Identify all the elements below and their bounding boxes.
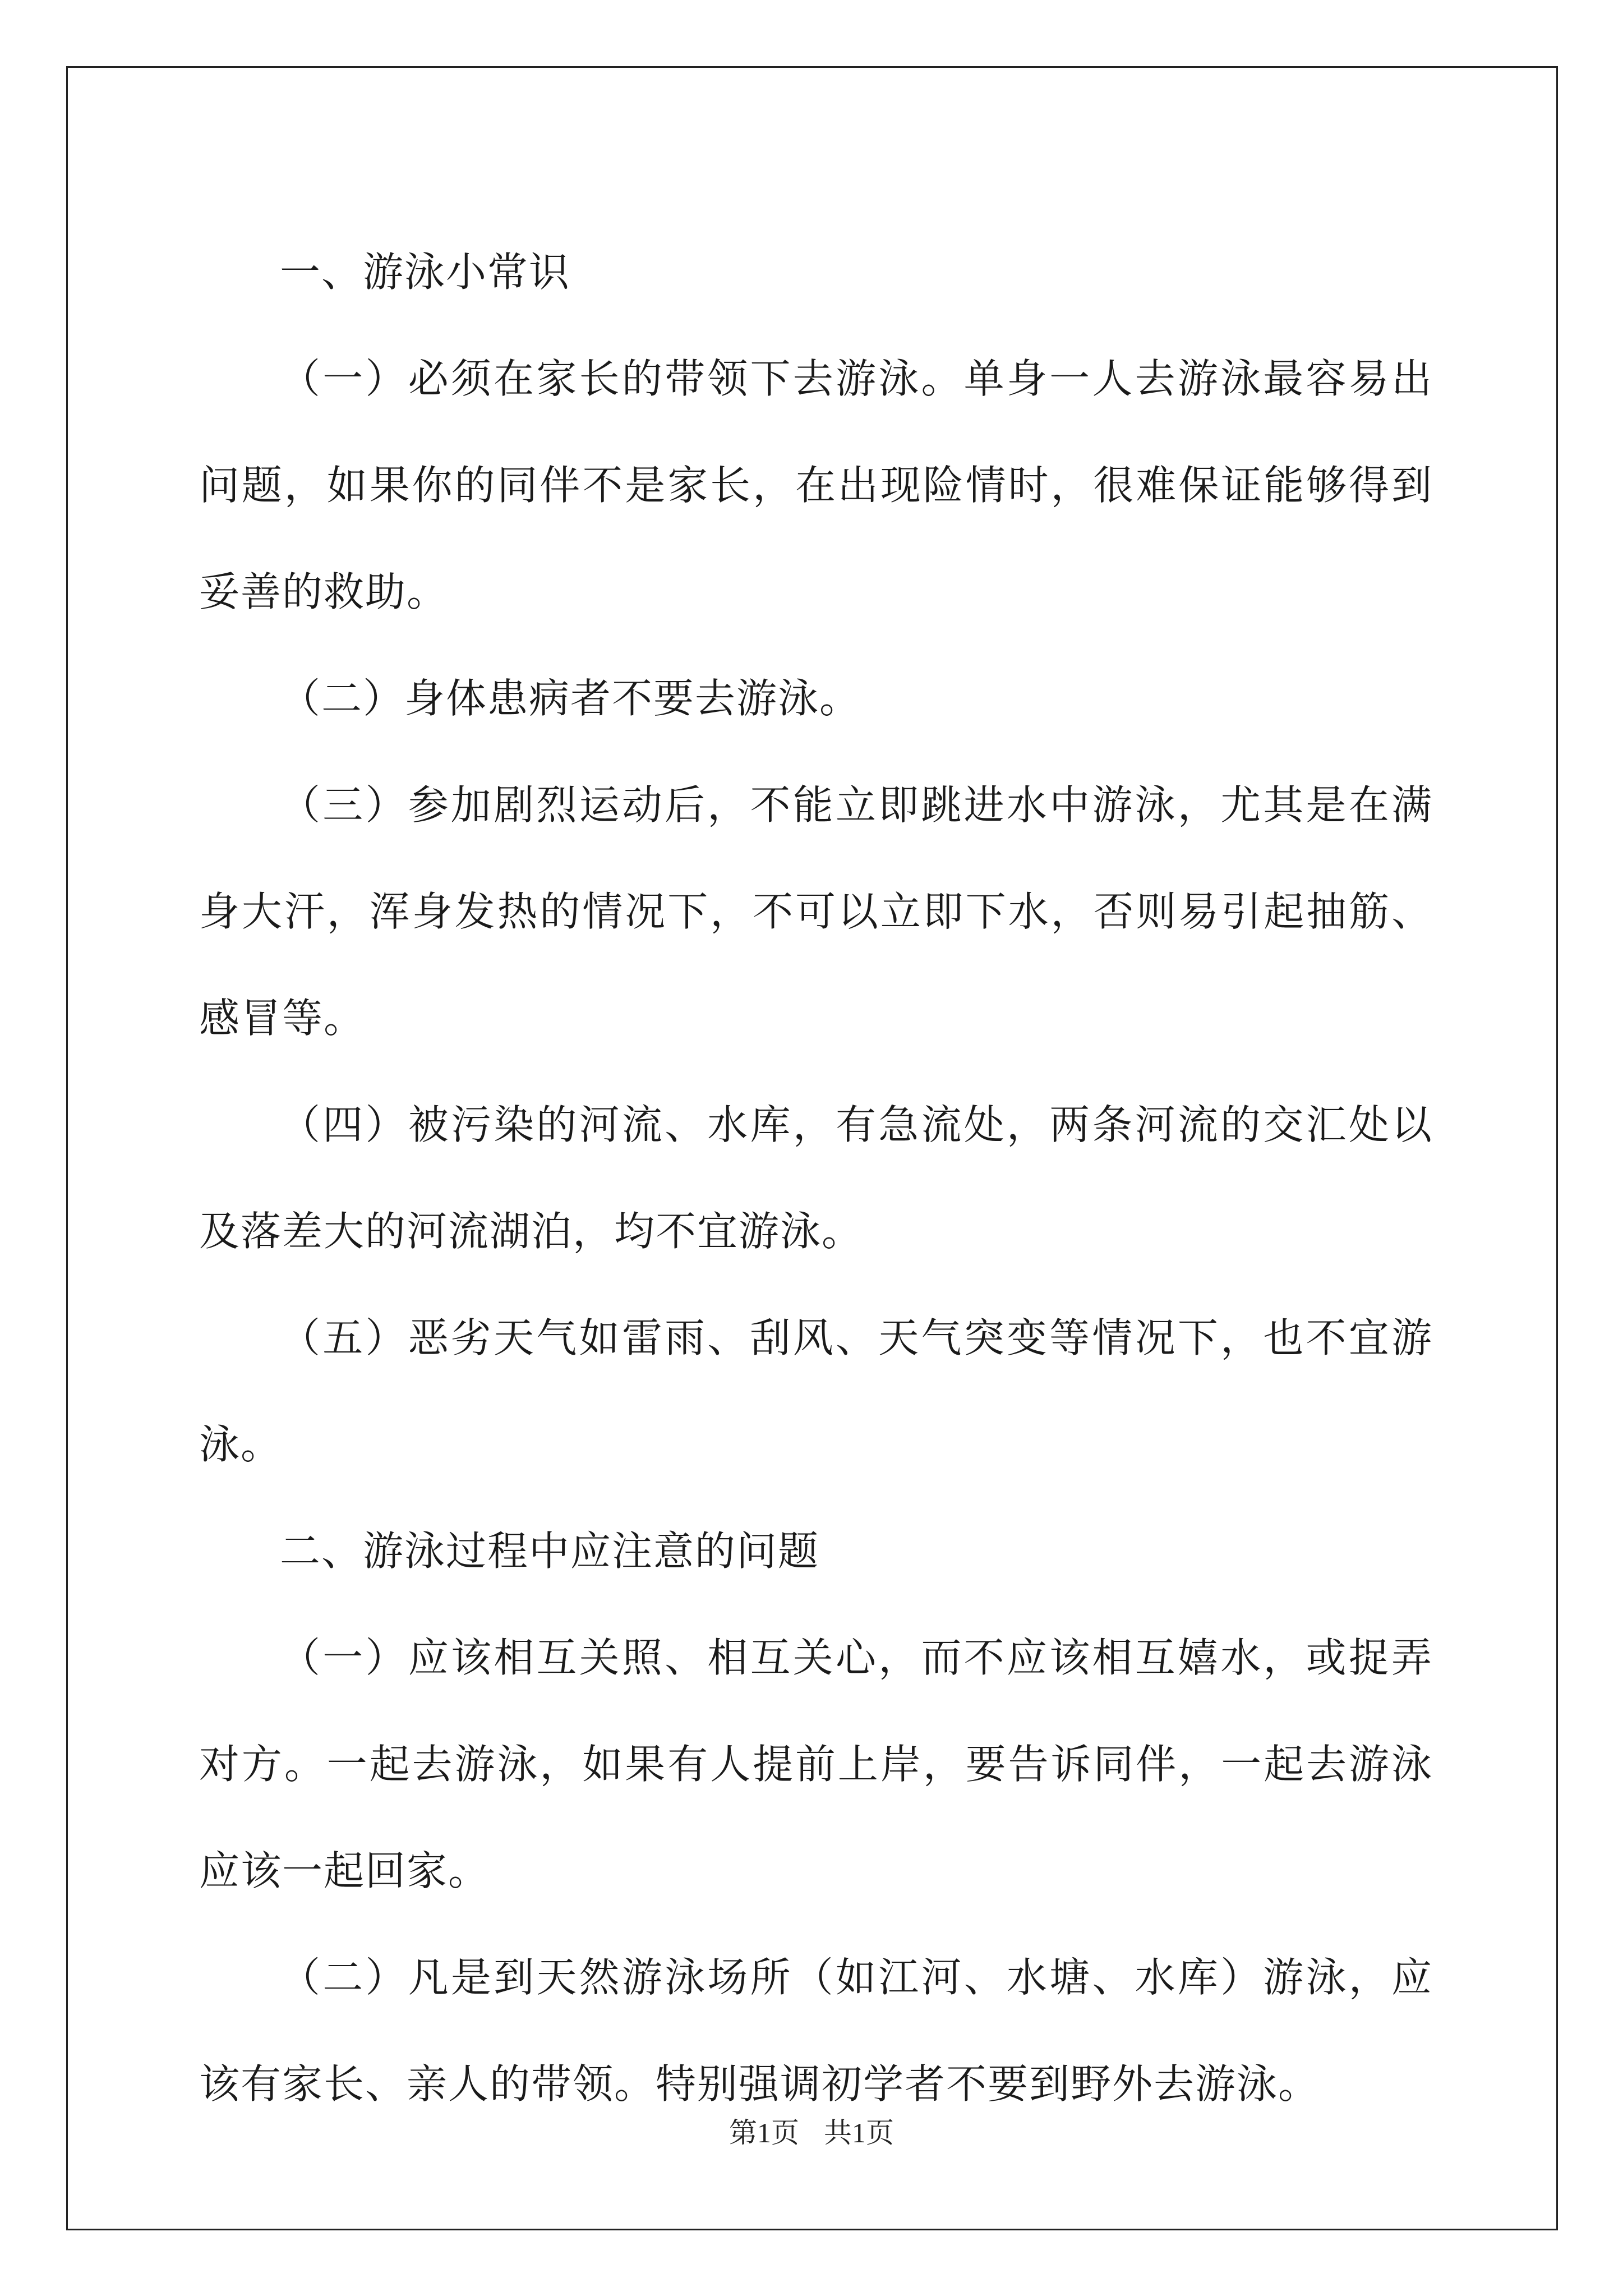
section-heading-1: 一、游泳小常识 (280, 249, 571, 296)
paragraph: （一）应该相互关照、相互关心，而不应该相互嬉水，或捉弄对方。一起去游泳，如果有人提前上岸，要告诉同伴，一起去游泳应该一起回家。 (199, 1634, 1433, 1894)
paragraph: （一）必须在家长的带领下去游泳。单身一人去游泳最容易出问题，如果你的同伴不是家长，在出现险情时，很难保证能够得到妥善的救助。 (199, 355, 1433, 615)
paragraph: （二）身体患病者不要去游泳。 (280, 675, 861, 722)
paragraph: （四）被污染的河流、水库，有急流处，两条河流的交汇处以及落差大的河流湖泊，均不宜游泳。 (199, 1101, 1433, 1255)
page-number-current: 第1页 (729, 2117, 799, 2148)
paragraph: （五）恶劣天气如雷雨、刮风、天气突变等情况下，也不宜游泳。 (199, 1314, 1433, 1468)
page-footer (0, 2116, 1623, 2150)
section-heading-2: 二、游泳过程中应注意的问题 (280, 1527, 820, 1575)
paragraph: （二）凡是到天然游泳场所（如江河、水塘、水库）游泳，应该有家长、亲人的带领。特别强调初学者不要到野外去游泳。 (199, 1954, 1433, 2108)
document-body (199, 219, 1433, 2137)
page-number-total: 共1页 (824, 2117, 894, 2148)
paragraph: （三）参加剧烈运动后，不能立即跳进水中游泳，尤其是在满身大汗，浑身发热的情况下，不可以立即下水，否则易引起抽筋、感冒等。 (199, 781, 1433, 1042)
